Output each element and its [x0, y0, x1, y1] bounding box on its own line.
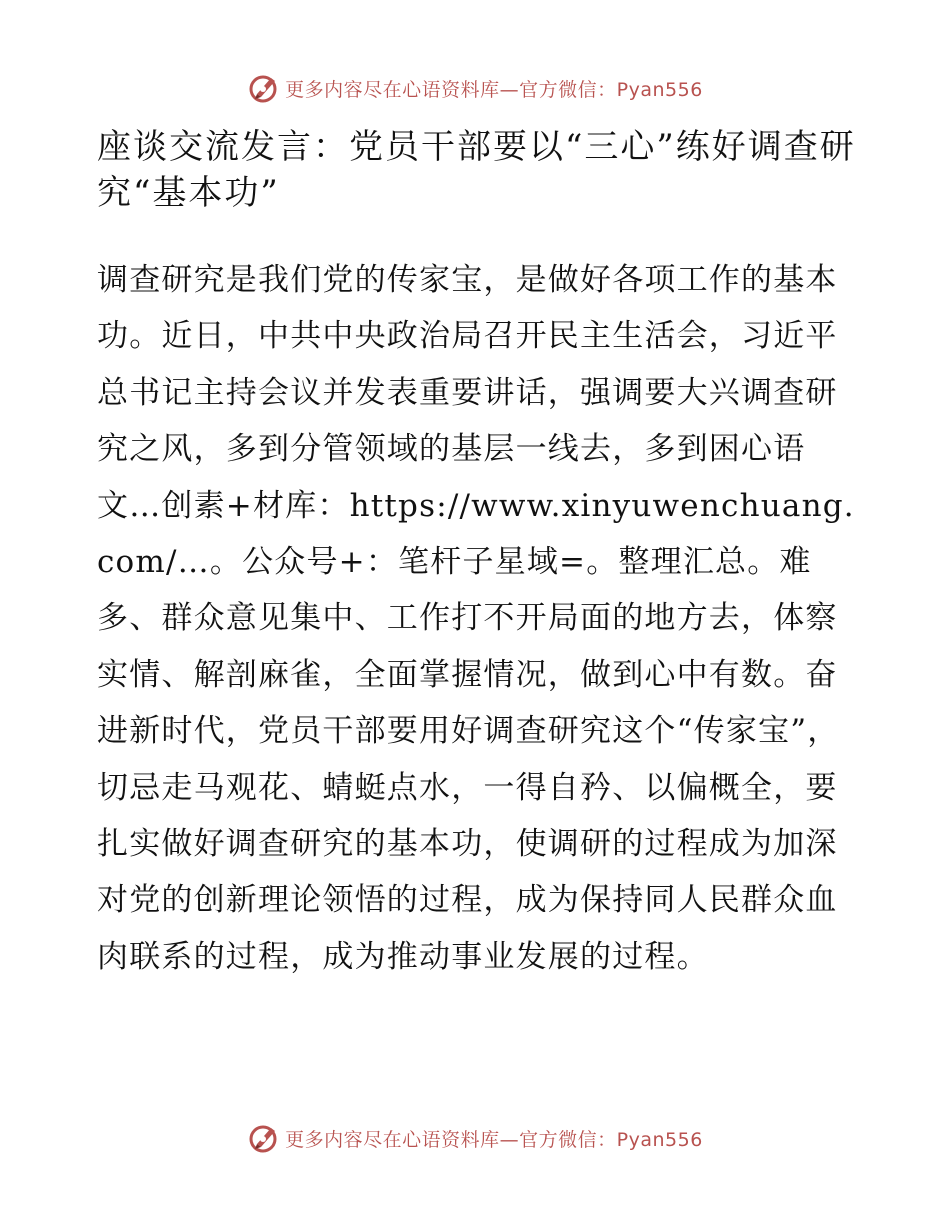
header-banner-text: 更多内容尽在心语资料库—官方微信：Pyan556 — [285, 78, 703, 101]
footer-watermark-banner — [0, 1122, 950, 1154]
pen-logo-icon — [247, 72, 279, 104]
footer-banner-text: 更多内容尽在心语资料库—官方微信：Pyan556 — [285, 1128, 703, 1151]
pen-logo-icon — [247, 1122, 279, 1154]
document-paragraph: 调查研究是我们党的传家宝，是做好各项工作的基本功。近日，中共中央政治局召开民主生活会，习近平总书记主持会议并发表重要讲话，强调要大兴调查研究之风，多到分管领域的基层一线去，多到困心语文…创素+材库：https://www.xinyuwenchuang.com/…。公众号+：笔杆子星域=。整理汇总。难多、群众意见集中、工作打不开局面的地方去，体察实情、解剖麻雀，全面掌握情况，做到心中有数。奋进新时代，党员干部要用好调查研究这个“传家宝”，切忌走马观花、蜻蜓点水，一得自矜、以偏概全，要扎实做好调查研究的基本功，使调研的过程成为加深对党的创新理论领悟的过程，成为保持同人民群众血肉联系的过程，成为推动事业发展的过程。 — [97, 262, 855, 975]
document-title: 座谈交流发言：党员干部要以“三心”练好调查研究“基本功” — [97, 127, 856, 213]
header-watermark-banner — [0, 72, 950, 104]
